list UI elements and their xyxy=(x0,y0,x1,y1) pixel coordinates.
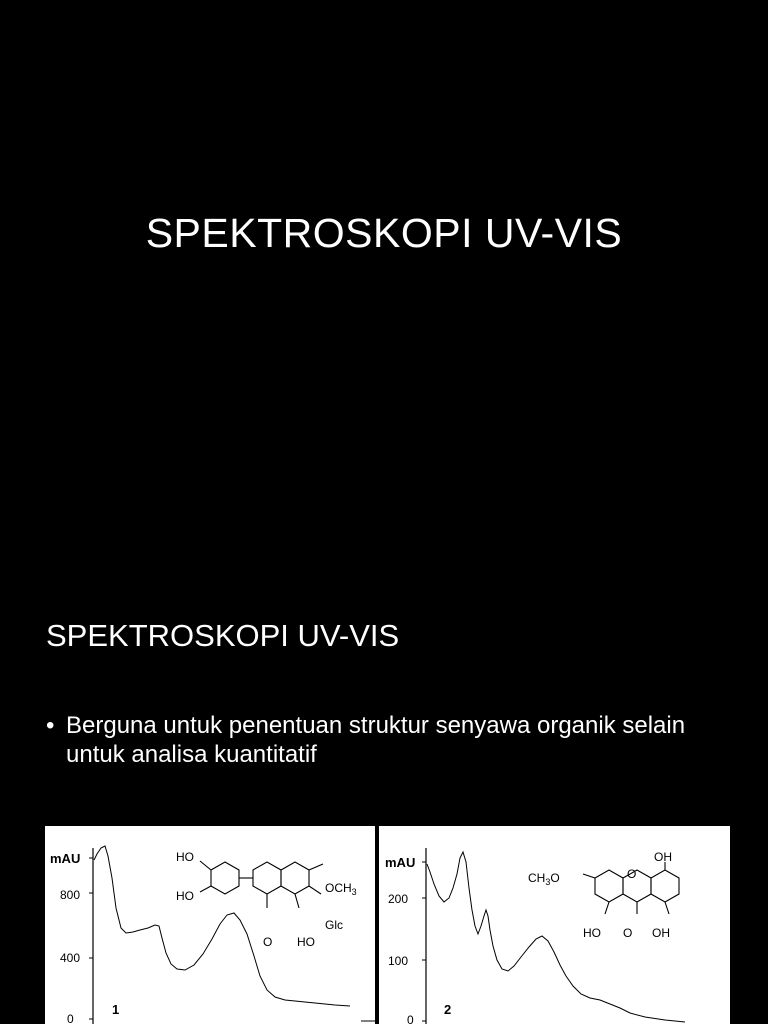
spectrum-panel-1 xyxy=(50,846,375,1024)
panel-number: 1 xyxy=(112,1002,120,1017)
y-unit-label: mAU xyxy=(50,851,81,866)
tick-label: 100 xyxy=(388,954,409,968)
structure-label: Glc xyxy=(325,918,343,932)
bullet-marker: • xyxy=(46,712,55,739)
tick-label: 0 xyxy=(407,1013,414,1024)
bullet-item xyxy=(46,711,726,769)
structure-label: HO xyxy=(176,889,194,903)
structure-label: O xyxy=(627,867,637,881)
structure-label: $OCH_3$ xyxy=(325,881,357,897)
uv-spectra-figure xyxy=(45,826,730,1024)
slide-title: SPEKTROSKOPI UV-VIS xyxy=(145,210,623,256)
structure-label: OH xyxy=(654,850,672,864)
structure-label: HO xyxy=(297,935,315,949)
tick-label: 800 xyxy=(60,888,81,902)
spectra-image xyxy=(45,826,730,1024)
panel-number: 2 xyxy=(444,1002,452,1017)
section-heading: SPEKTROSKOPI UV-VIS xyxy=(46,618,400,653)
panel-divider xyxy=(375,826,379,1024)
tick-label: 200 xyxy=(388,892,409,906)
structure-1 xyxy=(200,861,323,908)
spectrum-panel-2 xyxy=(385,848,685,1024)
spectrum-curve-1 xyxy=(94,846,350,1006)
bullet-text: Berguna untuk penentuan struktur senyawa organik selain untuk analisa kuantitatif xyxy=(66,712,686,768)
structure-label: HO xyxy=(176,850,194,864)
tick-label: 0 xyxy=(67,1012,74,1024)
structure-label: $CH_3O$ xyxy=(528,871,560,887)
structure-label: O xyxy=(263,935,273,949)
tick-label: 400 xyxy=(60,951,81,965)
structure-label: O xyxy=(623,926,633,940)
structure-label: OH xyxy=(652,926,670,940)
structure-label: HO xyxy=(583,926,601,940)
y-unit-label: mAU xyxy=(385,855,416,870)
